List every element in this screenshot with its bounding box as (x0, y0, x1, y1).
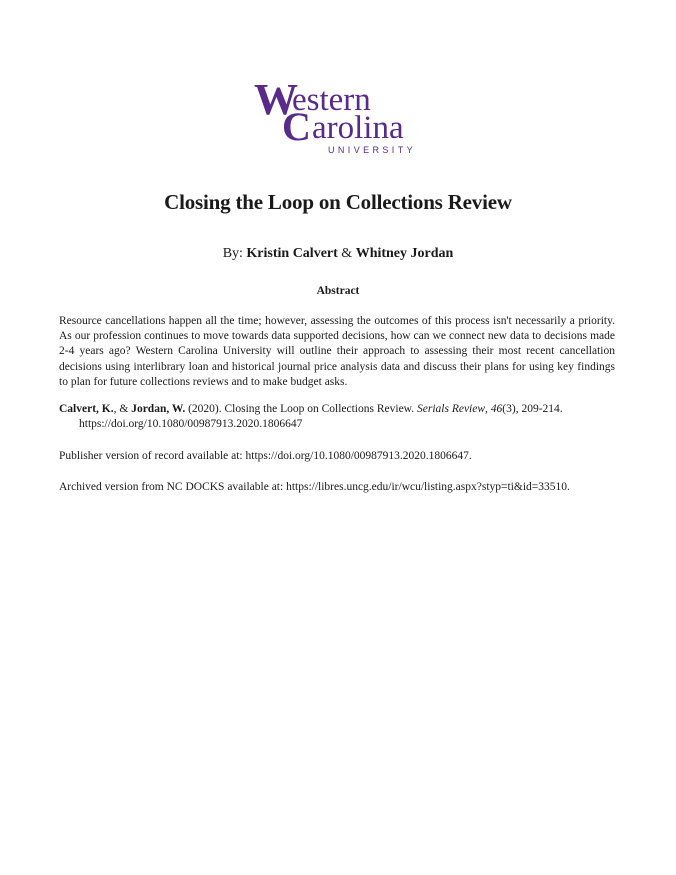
byline (0, 246, 676, 262)
byline-prefix: By: (222, 246, 243, 261)
citation-issue-pages: (3), 209-214. (502, 403, 563, 415)
university-logo (252, 78, 424, 158)
citation-comma: , (485, 403, 491, 415)
logo-line-1: estern (292, 82, 371, 118)
document-title: Closing the Loop on Collections Review (164, 190, 512, 214)
citation-author-1: Calvert, K. (59, 403, 114, 415)
logo-letter-c: C (282, 104, 311, 149)
logo-letter-w: W (254, 78, 298, 124)
byline-separator: & (341, 246, 353, 261)
archived-note: Archived version from NC DOCKS available at: https://libres.uncg.edu/ir/wcu/listing.aspx?styp=ti&id=33510. (59, 481, 570, 493)
author-2: Whitney Jordan (355, 246, 454, 261)
author-1: Kristin Calvert (246, 246, 338, 261)
citation-doi[interactable]: https://doi.org/10.1080/00987913.2020.1806647 (79, 418, 303, 431)
citation-journal: Serials Review (417, 403, 486, 415)
citation-volume: 46 (490, 403, 503, 415)
citation-join: , & (113, 403, 132, 415)
logo-line-3: UNIVERSITY (328, 145, 417, 155)
citation (59, 402, 615, 432)
logo-line-2: arolina (312, 110, 404, 146)
publisher-note: Publisher version of record available at: https://doi.org/10.1080/00987913.2020.1806647. (59, 450, 472, 462)
citation-author-2: Jordan, W. (131, 403, 186, 415)
abstract-heading: Abstract (316, 285, 360, 297)
citation-title: (2020). Closing the Loop on Collections Review. (185, 403, 417, 415)
abstract-body: Resource cancellations happen all the time; however, assessing the outcomes of this process isn't necessarily a priority. As our profession continues to move towards data supported decisions, how can we connect new data to decisions made 2-4 years ago? Western Carolina University will outline their approach to assessing their most recent cancellation decisions using interlibrary loan and historical journal price analysis data and discuss their plans for using key findings to plan for future collections reviews and to make budget asks. (59, 315, 615, 388)
